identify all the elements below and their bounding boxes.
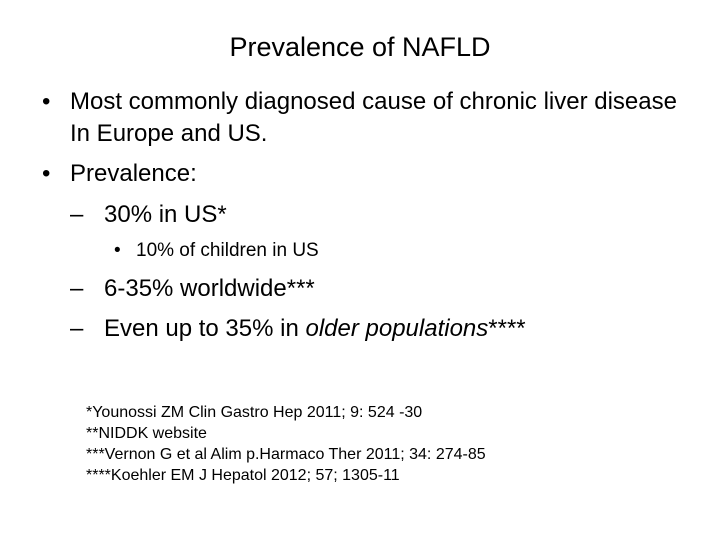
reference-item: ***Vernon G et al Alim p.Harmaco Ther 2011; 34: 274-85 xyxy=(86,446,486,463)
sub-bullet-text: 30% in US* xyxy=(104,201,227,228)
sub-bullet-us xyxy=(70,199,690,231)
text-prefix: Even up to 35% in xyxy=(104,315,306,342)
dash-marker: – xyxy=(70,275,84,302)
text-suffix: **** xyxy=(488,315,526,342)
reference-item: **NIDDK website xyxy=(86,425,207,442)
dash-marker: – xyxy=(70,201,84,228)
dash-marker: – xyxy=(70,315,84,342)
sub-sub-bullet-text: 10% of children in US xyxy=(136,240,319,261)
slide-title: Prevalence of NAFLD xyxy=(229,32,491,62)
text-italic: older populations xyxy=(305,315,489,342)
bullet-marker: • xyxy=(42,88,51,115)
reference-item: ****Koehler EM J Hepatol 2012; 57; 1305-11 xyxy=(86,467,400,484)
sub-bullet-text: 6-35% worldwide*** xyxy=(104,275,315,302)
sub-bullet-worldwide xyxy=(70,273,690,305)
bullet-item-diagnosis xyxy=(42,86,692,150)
sub-bullet-older xyxy=(70,313,690,345)
reference-item: *Younossi ZM Clin Gastro Hep 2011; 9: 524 -30 xyxy=(86,404,423,421)
bullet-marker: • xyxy=(114,240,121,261)
bullet-item-prevalence xyxy=(42,158,692,190)
references xyxy=(86,402,686,486)
bullet-text: Prevalence: xyxy=(70,160,197,187)
sub-bullet-text xyxy=(70,313,690,345)
bullet-text: Most commonly diagnosed cause of chronic liver disease In Europe and US. xyxy=(70,88,677,147)
bullet-marker: • xyxy=(42,160,51,187)
sub-sub-bullet-children xyxy=(114,238,674,264)
